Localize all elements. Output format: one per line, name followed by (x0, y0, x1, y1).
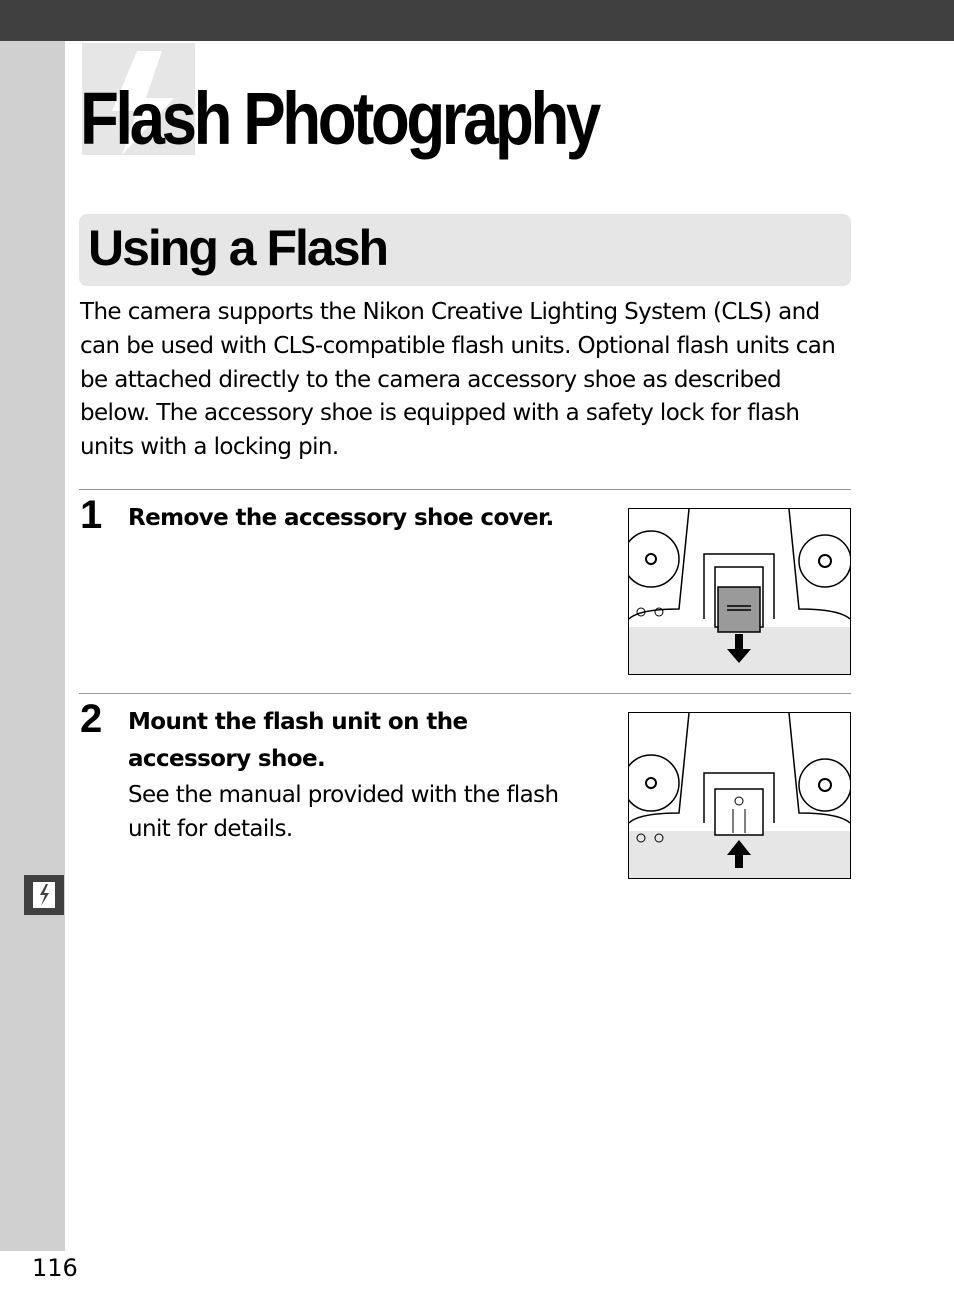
divider (79, 693, 851, 694)
flash-mounting-illustration (628, 712, 851, 879)
step-title: Remove the accessory shoe cover. (128, 505, 554, 531)
flash-chapter-tab-icon[interactable] (24, 875, 64, 915)
shoe-cover-removal-illustration (628, 508, 851, 675)
top-bar (0, 0, 954, 41)
section-title: Using a Flash (88, 220, 388, 276)
step-title: Mount the flash unit on the accessory shoe. (128, 709, 468, 772)
sidebar-tab-strip (0, 41, 65, 1251)
page-number: 116 (32, 1254, 78, 1282)
divider (79, 489, 851, 490)
chapter-title: Flash Photography (80, 77, 598, 160)
intro-paragraph: The camera supports the Nikon Creative Lighting System (CLS) and can be used with CLS-compatible flash units. Optional flash units can be attached directly to the camera accessory shoe as described below. The accessory shoe is equipped with a safety lock for flash units with a locking pin. (80, 299, 836, 461)
step-number: 1 (80, 493, 103, 537)
step-description: See the manual provided with the flash unit for details. (128, 782, 559, 842)
step-number: 2 (80, 697, 103, 741)
